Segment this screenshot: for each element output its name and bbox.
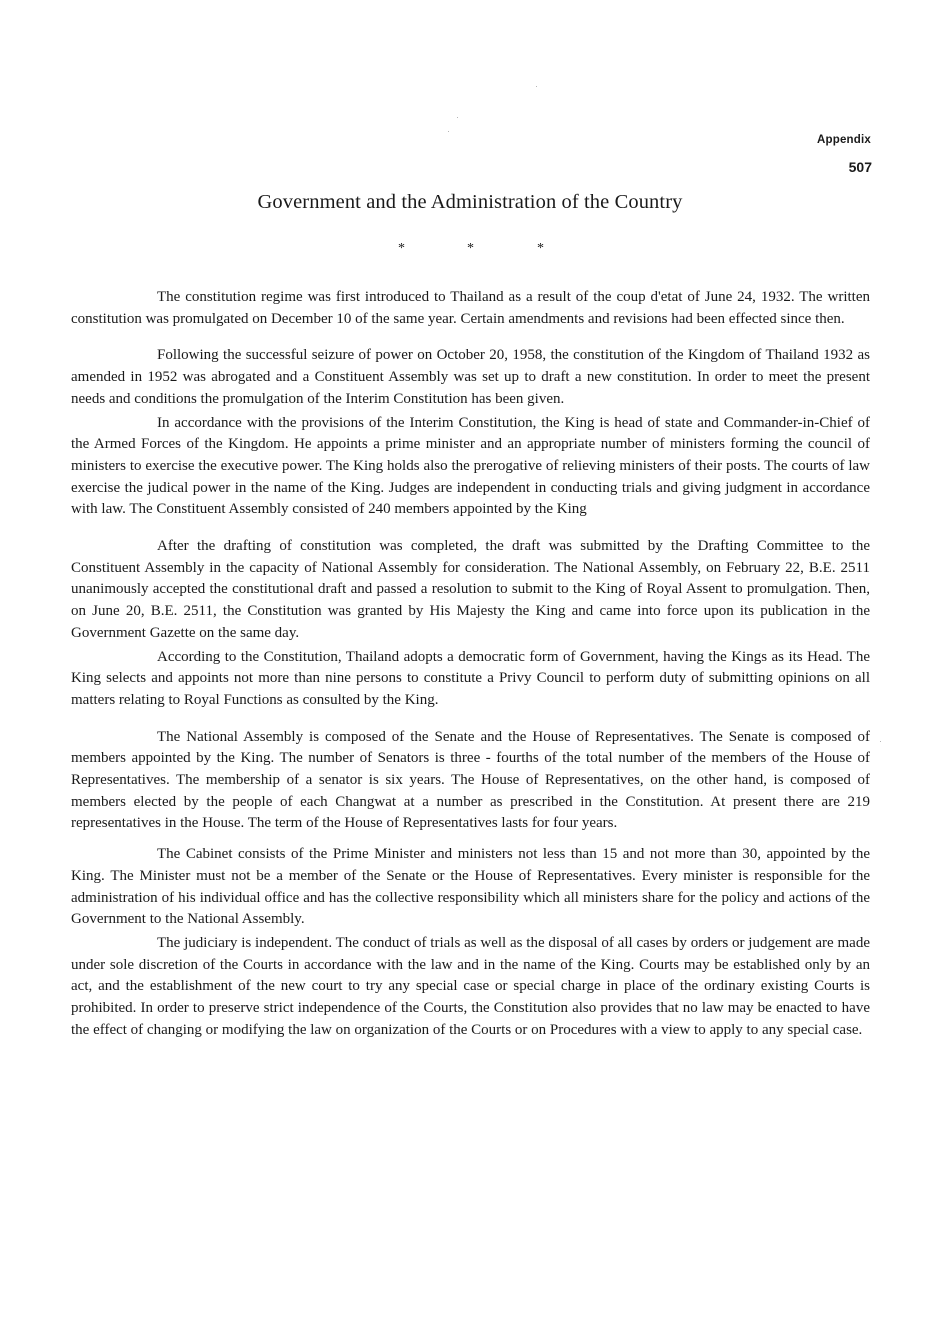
separator-star-icon: * [398,241,405,256]
paragraph: After the drafting of constitution was completed, the draft was submitted by the Drafting Committee to the Constituent Assembly in the capacity of National Assembly for consideration. The National Assembly, on February 22, B.E. 2511 unanimously accepted the constitutional draft and passed a resolution to submit to the King of Royal Assent to promulgation. Then, on June 20, B.E. 2511, the Constitution was granted by His Majesty the King and came into force upon its publication in the Government Gazette on the same day. [71,538,870,641]
page-title: Government and the Administration of the Country [257,191,683,213]
paragraph: The constitution regime was first introduced to Thailand as a result of the coup d'etat of June 24, 1932. The written constitution was promulgated on December 10 of the same year. Certain amendments and revisions had been effected since then. [71,289,870,327]
scan-speck [880,741,881,742]
paragraph: In accordance with the provisions of the Interim Constitution, the King is head of state and Commander-in-Chief of the Armed Forces of the Kingdom. He appoints a prime minister and an appropriate number of ministers forming the council of ministers to exercise the executive power. The King holds also the prerogative of relieving ministers of their posts. The courts of law exercise the judical power in the name of the King. Judges are independent in conducting trials and giving judgment in accordance with law. The Constituent Assembly consisted of 240 members appointed by the King [71,414,870,518]
separator-star-icon: * [467,241,474,256]
separator-star-icon: * [537,241,544,256]
paragraph: Following the successful seizure of power on October 20, 1958, the constitution of the Kingdom of Thailand 1932 as amended in 1952 was abrogated and a Constituent Assembly was set up to draft a new constitution. In order to meet the present needs and conditions the promulgation of the Interim Constitution has been given. [71,347,870,407]
paragraph: According to the Constitution, Thailand adopts a democratic form of Government, having the Kings as its Head. The King selects and appoints not more than nine persons to constitute a Privy Council to perform duty of submitting opinions on all matters relating to Royal Functions as consulted by the King. [71,648,870,708]
page-number: 507 [848,159,872,175]
paragraph: The judiciary is independent. The conduct of trials as well as the disposal of all cases by orders or judgement are made under sole discretion of the Courts in accordance with the law and in the name of the King. Courts may be established only by an act, and the establishment of the new court to try any special case or special charge in place of the ordinary existing Courts is prohibited. In order to preserve strict independence of the Courts, the Constitution also provides that no law may be enacted to have the effect of changing or modifying the law on organization of the Courts or on Procedures with a view to apply to any special case. [71,934,870,1038]
paragraph: The Cabinet consists of the Prime Minister and ministers not less than 15 and not more than 30, appointed by the King. The Minister must not be a member of the Senate or the House of Representatives. Every minister is responsible for the administration of his individual office and has the collective responsibility which all ministers share for the policy and actions of the Government to the National Assembly. [71,846,870,928]
body-text [71,287,870,1042]
scan-speck [536,86,537,87]
scan-speck [457,117,458,118]
paragraph: The National Assembly is composed of the Senate and the House of Representatives. The Senate is composed of members appointed by the King. The number of Senators is three - fourths of the total number of the members of the House of Representatives. The membership of a senator is six years. The House of Representatives, on the other hand, is composed of members elected by the people of each Changwat at a number as prescribed in the Constitution. At present there are 219 representatives in the House. The term of the House of Representatives lasts for four years. [71,728,870,832]
section-separator [398,242,548,258]
appendix-label: Appendix [817,134,871,146]
scan-speck [448,131,449,132]
